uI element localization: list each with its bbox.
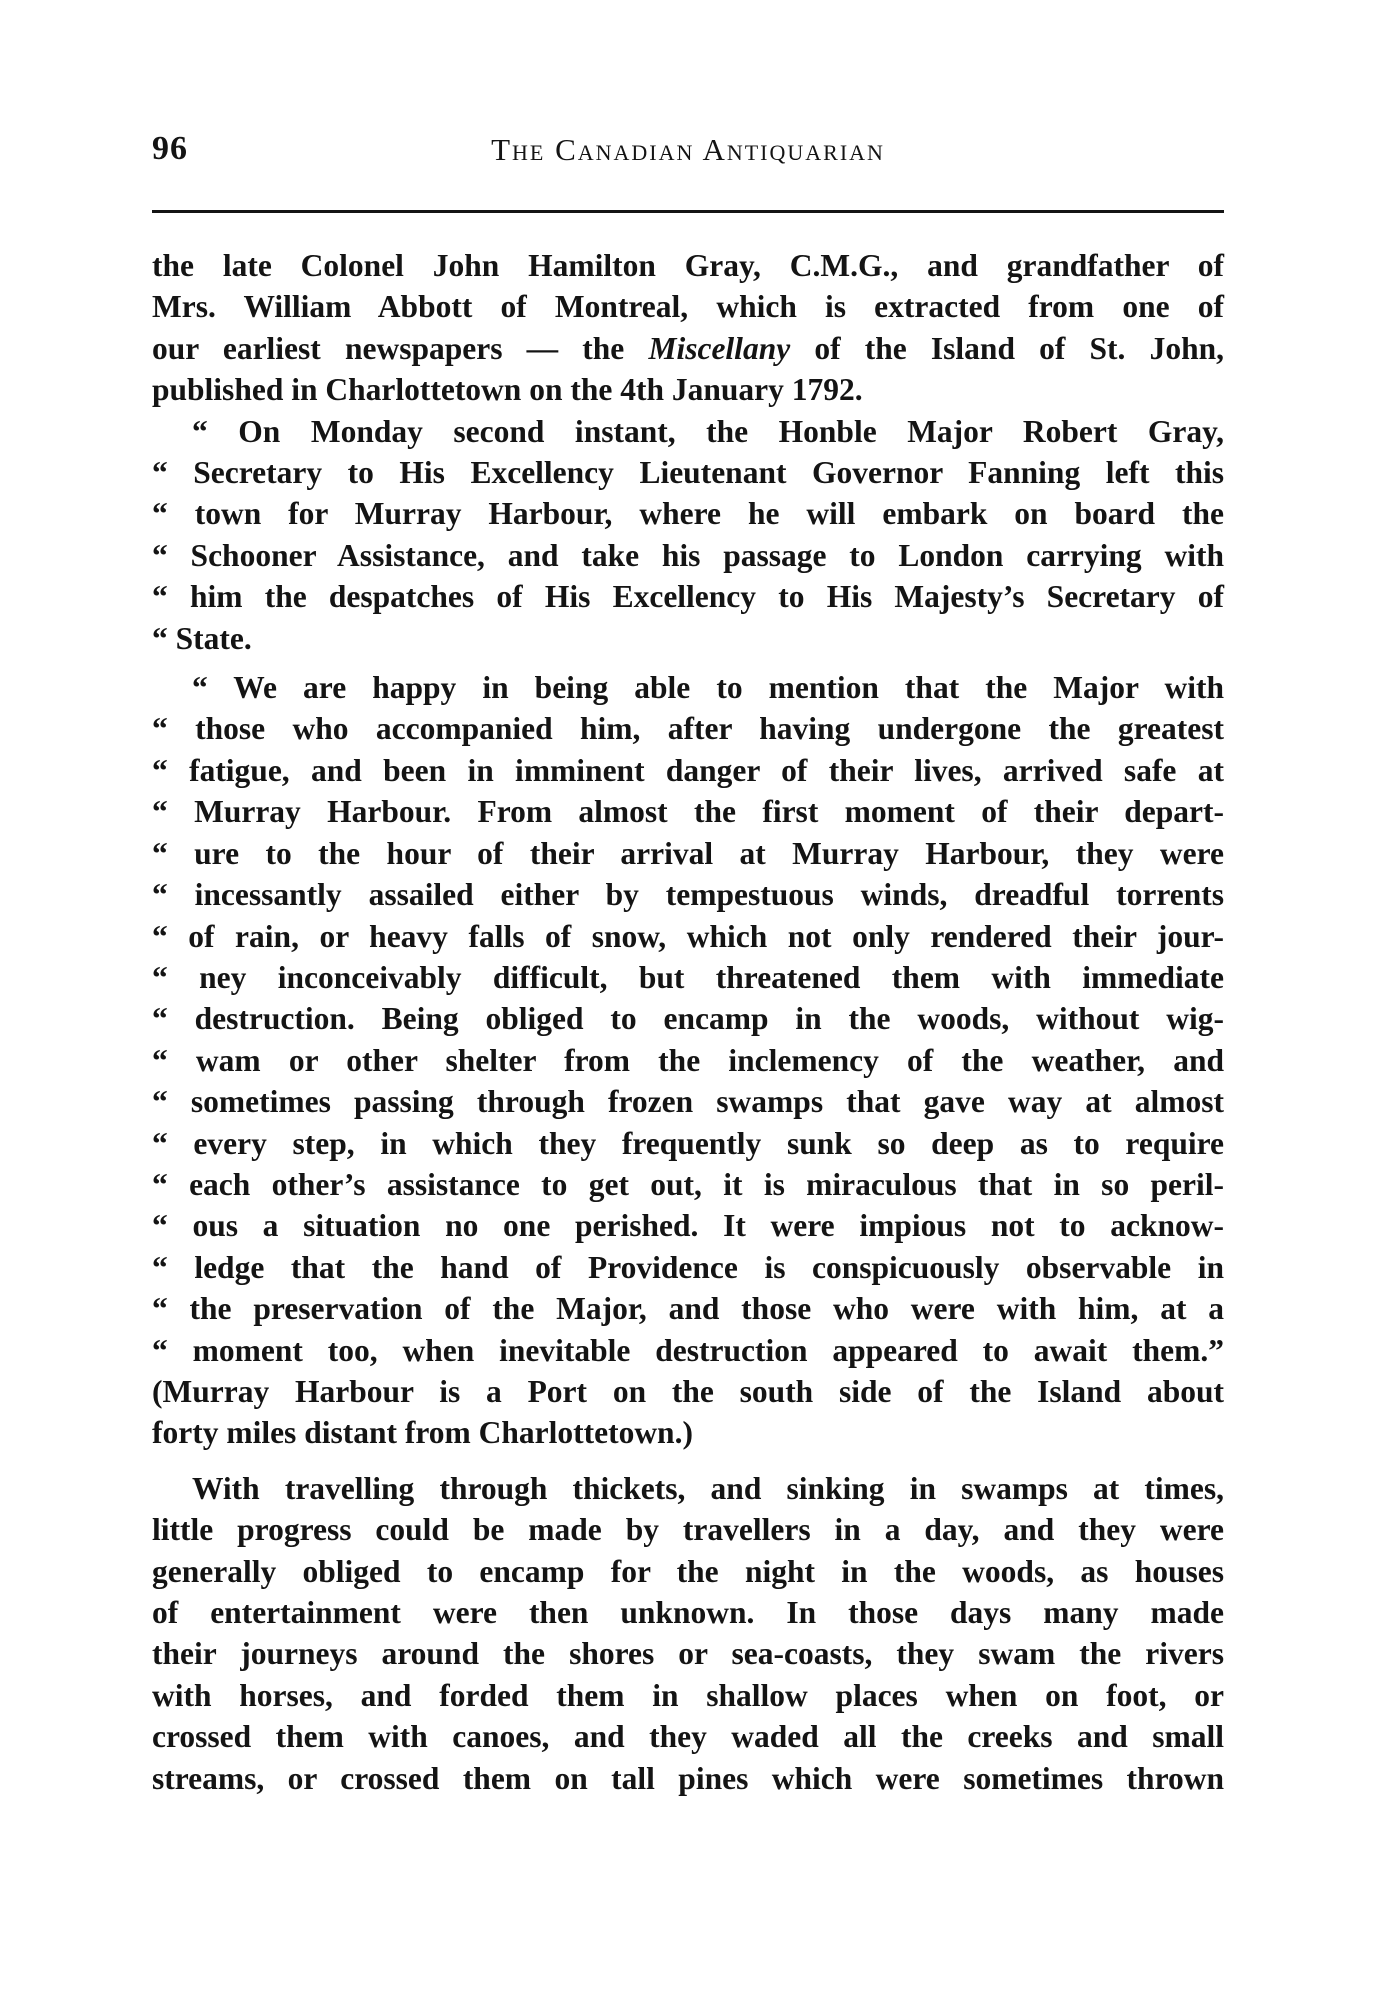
text-line: “ him the despatches of His Excellency to His Majesty’s Secretary of [152,579,1224,615]
text-line: “ ney inconceivably difficult, but threatened them with immediate [152,959,1224,995]
text-line: With travelling through thickets, and sinking in swamps at times, [192,1470,1224,1506]
text-line: “ the preservation of the Major, and those who were with him, at a [152,1291,1224,1327]
text-line: “ State. [152,620,252,656]
text-line: “ town for Murray Harbour, where he will embark on board the [152,496,1224,532]
text-line: our earliest newspapers — the Miscellany of the Island of St. John, [152,330,1224,366]
text-line: published in Charlottetown on the 4th January 1792. [152,372,863,408]
header-rule [152,210,1224,213]
page-number: 96 [152,130,188,167]
text-line: “ On Monday second instant, the Honble Major Robert Gray, [192,413,1224,449]
text-line: “ those who accompanied him, after having undergone the greatest [152,711,1224,747]
body-text [152,245,1224,1799]
paragraph-2 [152,411,1224,659]
text-line: “ of rain, or heavy falls of snow, which not only rendered their jour- [152,918,1224,954]
running-title: The Canadian Antiquarian [491,132,885,167]
paragraph-3 [152,667,1224,1454]
text-line: “ every step, in which they frequently sunk so deep as to require [152,1125,1224,1161]
paragraph-1 [152,245,1224,411]
text-line: little progress could be made by travellers in a day, and they were [152,1512,1224,1548]
paragraph-4 [152,1468,1224,1799]
text-line: “ ure to the hour of their arrival at Murray Harbour, they were [152,835,1224,871]
text-line: “ fatigue, and been in imminent danger of their lives, arrived safe at [152,752,1224,788]
newspaper-title: Miscellany [648,330,791,366]
text-line: of entertainment were then unknown. In those days many made [152,1595,1224,1630]
text-line: “ We are happy in being able to mention that the Major with [192,670,1224,706]
text-line: generally obliged to encamp for the night in the woods, as houses [152,1553,1224,1589]
text-line: “ Schooner Assistance, and take his passage to London carrying with [152,537,1224,573]
text-line: “ destruction. Being obliged to encamp in the woods, without wig- [152,1001,1224,1037]
text-line: “ sometimes passing through frozen swamps that gave way at almost [152,1084,1224,1120]
text-line: “ incessantly assailed either by tempestuous winds, dreadful torrents [152,877,1224,913]
text-line: Mrs. William Abbott of Montreal, which is extracted from one of [152,289,1224,325]
text-line: “ moment too, when inevitable destruction appeared to await them.” [152,1332,1224,1368]
text-line: “ each other’s assistance to get out, it is miraculous that in so peril- [152,1166,1224,1202]
text-line: “ Murray Harbour. From almost the first moment of their depart- [152,794,1224,830]
page-header [152,108,1224,168]
text-line: “ ous a situation no one perished. It were impious not to acknow- [152,1208,1224,1244]
text-line: the late Colonel John Hamilton Gray, C.M.G., and grandfather of [152,248,1224,283]
text-line: “ ledge that the hand of Providence is conspicuously observable in [152,1249,1224,1285]
text-line: with horses, and forded them in shallow places when on foot, or [152,1677,1224,1713]
book-page [152,108,1224,1799]
text-line: their journeys around the shores or sea-coasts, they swam the rivers [152,1636,1224,1672]
text-line: “ wam or other shelter from the inclemency of the weather, and [152,1042,1224,1078]
text-line: “ Secretary to His Excellency Lieutenant Governor Fanning left this [152,455,1224,491]
text-line: forty miles distant from Charlottetown.) [152,1415,693,1451]
text-line: streams, or crossed them on tall pines which were sometimes thrown [152,1760,1224,1796]
text-line: crossed them with canoes, and they waded all the creeks and small [152,1719,1224,1755]
text-line: (Murray Harbour is a Port on the south side of the Island about [152,1373,1224,1409]
